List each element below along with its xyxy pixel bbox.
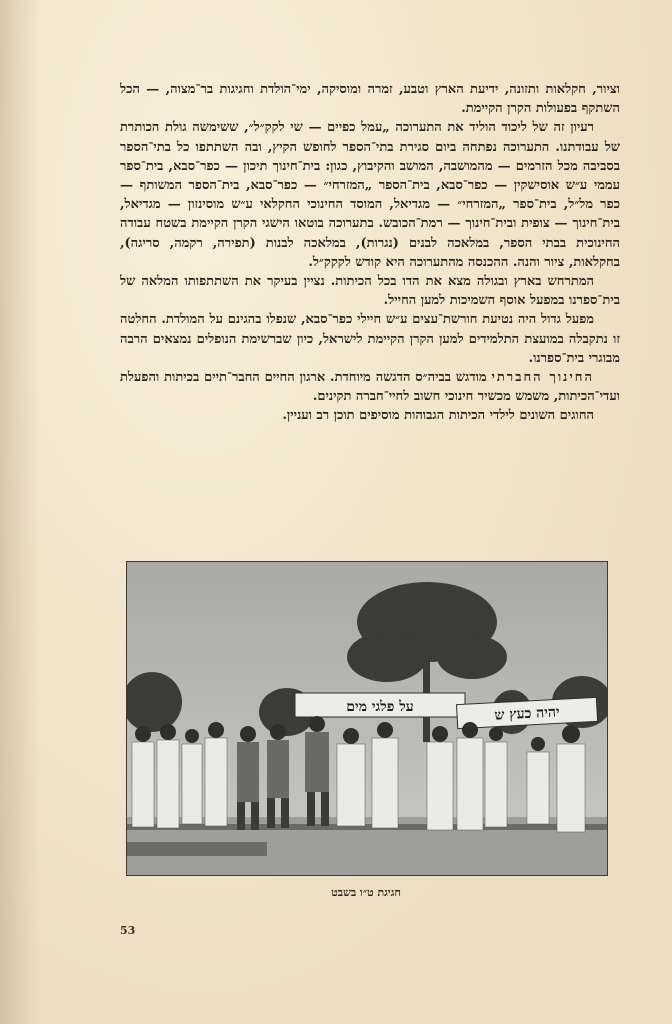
paragraph: רעיון זה של ליכוד הוליד את התערוכה „עמל כפיים — שי לקק״ל״, ששימשה גולת הכותרת של עבודתנו. התערוכה נפתחה ביום סגירת בתי־הספר לחופש הקיץ, ובה השתתפו כל בתי־הספר בסביבה מכל הזרמים — מהמושבה, המושב והקיבוץ, כגון: בית־חינוך תיכון — כפר־סבא, בית־ספר עממי ע״ש אוסישקין — כפר־סבא, בית־הספר „המזרחי״ — כפר־סבא, בית־הספר המשותף — כפר מל״ל, בית־ספר „המזרחי״ — מגדיאל, המוסד החינוכי החקלאי ע״ש מוסינזון — מגדיאל, בית־חינוך — צופית ובית־חינוך — רמת־הכובש. בתערוכה בוטאו הישגי הקרן הקיימת בשטח עבודה החינוכית בבתי הספר, במלאכה לבנים (נגרות), במלאכה לבנות (תפירה, רקמה, סריגה), בחקלאות, ציור והנה. ההכנסה מהתערוכה היא קודש לקקק״ל. xyxy=(120,120,620,270)
spaced-heading: החינוך החברתי xyxy=(491,370,594,386)
paragraph: מפעל גדול היה נטיעת חורשת־עצים ע״ש חיילי כפר־סבא, שנפלו בהגינם על המולדת. החלטה זו נתקבלה במועצת התלמידים למען הקרן הקיימת לישראל, כיון שברשימת הנופלים נמצאים הרבה מבוגרי בית־ספרנו. xyxy=(120,312,620,366)
banner-text-right: על פלגי מים xyxy=(346,699,414,715)
paragraph: המתרחש בארץ ובגולה מצא את הדו בכל הכיתות. נציין בעיקר את השתתפותו המלאה של בית־ספרנו במפעל אוסף השמיכות למען החייל. xyxy=(120,274,620,309)
paragraph: וציור, חקלאות ותזונה, ידיעת הארץ וטבע, זמרה ומוסיקה, ימי־הולדת וחגיגות בר־מצוה, — הכל השתקף בפעולות הקרן הקיימת. xyxy=(120,82,620,117)
photo-caption: חגיגת ט״ו בשבט xyxy=(331,886,401,899)
banner-text-left: יהיה כעץ ש xyxy=(494,704,561,724)
paragraph: החוגים השונים לילדי הכיתות הגבוהות מוסיפים תוכן רב ועניין. xyxy=(282,408,594,424)
paragraph-social xyxy=(120,368,620,406)
photo-tu-bishvat-celebration xyxy=(126,561,608,876)
page-number: 53 xyxy=(120,924,136,937)
paragraph-social-rest: מודגש בביה״ס הדגשה מיוחדת. ארגון החיים החבר־תיים בכיתות והפעלת ועדי־הכיתות, משמש מכשיר חינוכי חשוב לחיי־חברה תקינים. xyxy=(120,370,620,405)
body-text xyxy=(120,80,620,426)
